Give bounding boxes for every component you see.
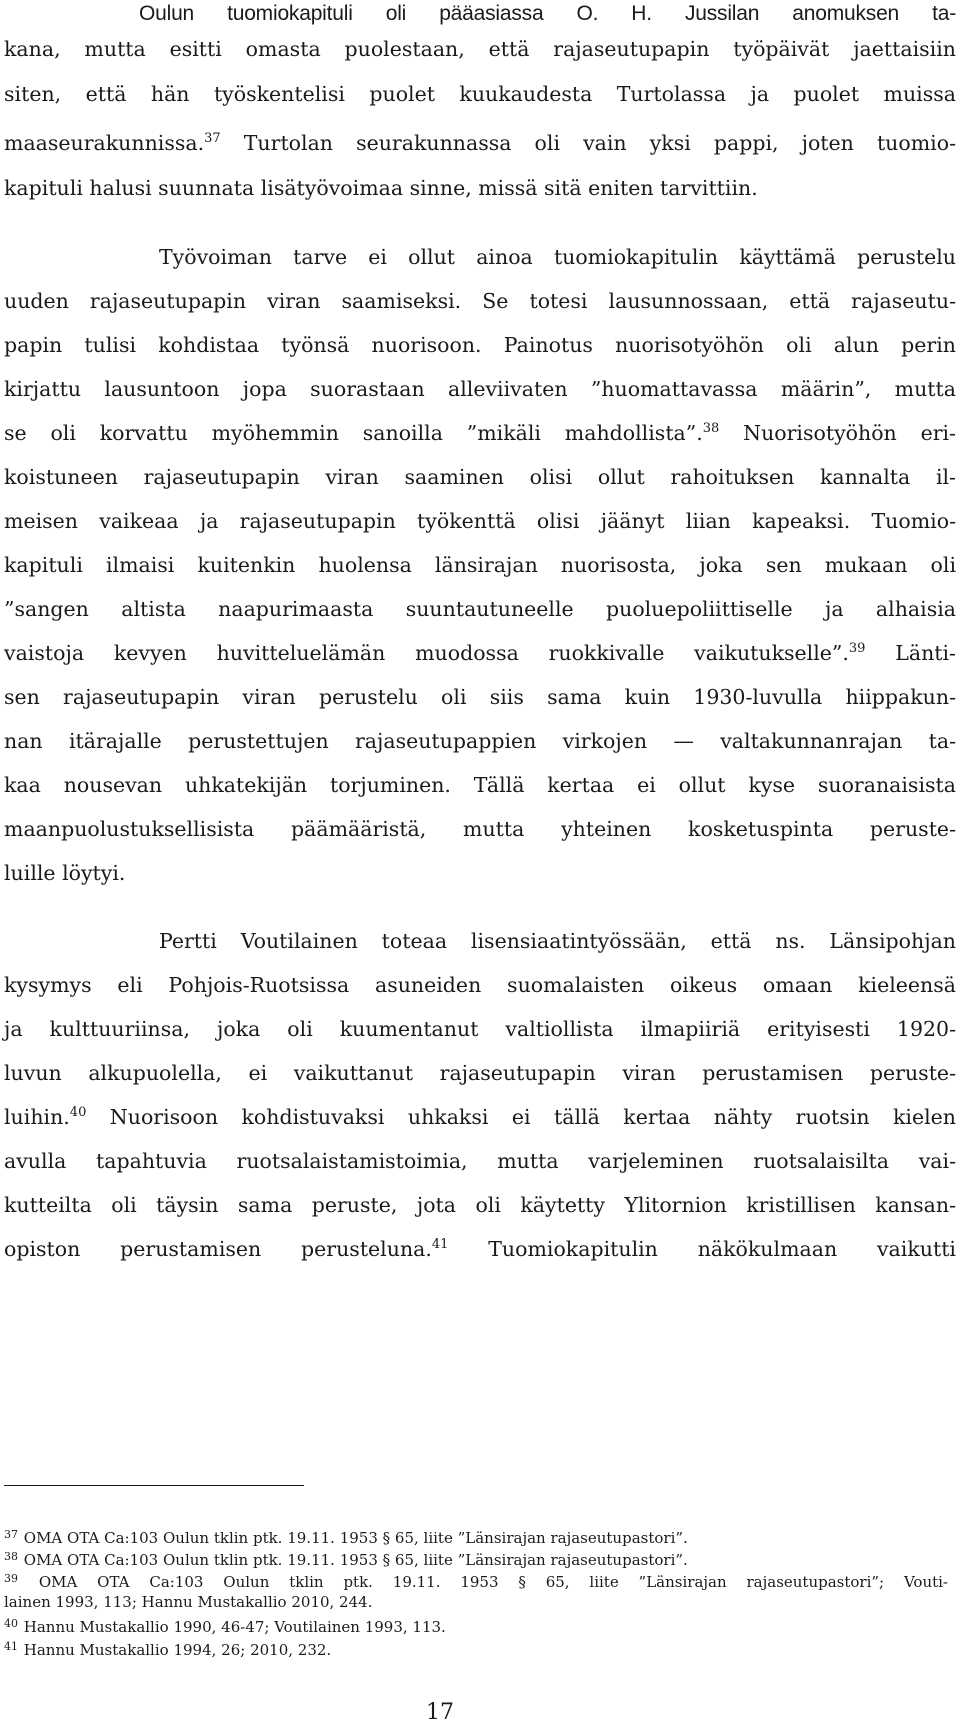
footnote-text: OMA OTA Ca:103 Oulun tklin ptk. 19.11. 1953 § 65, liite ”Länsirajan rajaseutupastori”; Vouti-	[19, 1573, 948, 1591]
text-run: se oli korvattu myöhemmin sanoilla ”mikäli mahdollista”.	[4, 421, 703, 445]
footnote-separator	[4, 1485, 304, 1486]
text-run: opiston perustamisen perusteluna.	[4, 1237, 432, 1261]
paragraph-2-line-12: nan itärajalle perustettujen rajaseutupappien virkojen — valtakunnanrajan ta-	[4, 729, 956, 753]
footnote-39	[4, 1568, 948, 1593]
footnote-text: lainen 1993, 113; Hannu Mustakallio 2010, 244.	[4, 1593, 373, 1611]
text-run: Nuorisoon kohdistuvaksi uhkaksi ei tällä kertaa nähty ruotsin kielen	[86, 1105, 956, 1129]
paragraph-2-line-1: Työvoiman tarve ei ollut ainoa tuomiokapitulin käyttämä perustelu	[159, 245, 956, 269]
paragraph-3-line-1: Pertti Voutilainen toteaa lisensiaatintyössään, että ns. Länsipohjan	[159, 929, 956, 953]
footnote-number: 41	[4, 1640, 18, 1653]
paragraph-2-line-5	[4, 419, 956, 447]
footnote-number: 38	[4, 1550, 18, 1563]
paragraph-2-line-6: koistuneen rajaseutupapin viran saaminen olisi ollut rahoituksen kannalta il-	[4, 465, 956, 489]
footnote-ref-39: 39	[848, 641, 866, 656]
footnote-text: OMA OTA Ca:103 Oulun tklin ptk. 19.11. 1953 § 65, liite ”Länsirajan rajaseutupastori”.	[19, 1551, 688, 1569]
text-run: maaseurakunnissa.	[4, 131, 205, 155]
footnote-text: OMA OTA Ca:103 Oulun tklin ptk. 19.11. 1953 § 65, liite ”Länsirajan rajaseutupastori”.	[19, 1529, 688, 1547]
footnote-ref-40: 40	[69, 1105, 87, 1120]
paragraph-2-line-15: luille löytyi.	[4, 861, 126, 885]
paragraph-2-line-13: kaa nousevan uhkatekijän torjuminen. Tällä kertaa ei ollut kyse suoranaisista	[4, 773, 956, 797]
text-run: Tuomiokapitulin näkökulmaan vaikutti	[448, 1237, 956, 1261]
paragraph-1-line-4	[4, 129, 956, 157]
paragraph-3-line-2: kysymys eli Pohjois-Ruotsissa asuneiden suomalaisten oikeus omaan kieleensä	[4, 973, 956, 997]
paragraph-3-line-5	[4, 1103, 956, 1131]
paragraph-3-line-3: ja kulttuuriinsa, joka oli kuumentanut valtiollista ilmapiiriä erityisesti 1920-	[4, 1017, 956, 1041]
footnote-number: 37	[4, 1528, 18, 1541]
footnote-number: 40	[4, 1617, 18, 1630]
footnote-text: Hannu Mustakallio 1994, 26; 2010, 232.	[19, 1641, 332, 1659]
text-run: Turtolan seurakunnassa oli vain yksi pappi, joten tuomio-	[220, 131, 956, 155]
paragraph-3-line-6: avulla tapahtuvia ruotsalaistamistoimia, mutta varjeleminen ruotsalaisilta vai-	[4, 1149, 956, 1173]
paragraph-2-line-10	[4, 639, 956, 667]
footnote-41	[4, 1636, 948, 1661]
text-run: Länti-	[865, 641, 956, 665]
paragraph-2-line-3: papin tulisi kohdistaa työnsä nuorisoon. Painotus nuorisotyöhön oli alun perin	[4, 333, 956, 357]
text-run: luihin.	[4, 1105, 70, 1129]
paragraph-2-line-11: sen rajaseutupapin viran perustelu oli siis sama kuin 1930-luvulla hiippakun-	[4, 685, 956, 709]
paragraph-2-line-7: meisen vaikeaa ja rajaseutupapin työkenttä olisi jäänyt liian kapeaksi. Tuomio-	[4, 509, 956, 533]
footnote-ref-38: 38	[702, 421, 720, 436]
paragraph-1-line-2: kana, mutta esitti omasta puolestaan, että rajaseutupapin työpäivät jaettaisiin	[4, 37, 956, 61]
paragraph-3-line-7: kutteilta oli täysin sama peruste, jota oli käytetty Ylitornion kristillisen kansan-	[4, 1193, 956, 1217]
paragraph-2-line-9: ”sangen altista naapurimaasta suuntautuneelle puoluepoliittiselle ja alhaisia	[4, 597, 956, 621]
footnote-40	[4, 1613, 948, 1638]
footnote-ref-41: 41	[431, 1237, 449, 1252]
text-run: Nuorisotyöhön eri-	[719, 421, 956, 445]
paragraph-1-line-5: kapituli halusi suunnata lisätyövoimaa sinne, missä sitä eniten tarvittiin.	[4, 176, 758, 200]
paragraph-3-line-4: luvun alkupuolella, ei vaikuttanut rajaseutupapin viran perustamisen peruste-	[4, 1061, 956, 1085]
footnote-number: 39	[4, 1572, 18, 1585]
paragraph-2-line-4: kirjattu lausuntoon jopa suorastaan alleviivaten ”huomattavassa määrin”, mutta	[4, 377, 956, 401]
paragraph-2-line-8: kapituli ilmaisi kuitenkin huolensa länsirajan nuorisosta, joka sen mukaan oli	[4, 553, 956, 577]
paragraph-1-line-3: siten, että hän työskentelisi puolet kuukaudesta Turtolassa ja puolet muissa	[4, 82, 956, 106]
paragraph-3-line-8	[4, 1235, 956, 1263]
paragraph-2-line-14: maanpuolustuksellisista päämääristä, mutta yhteinen kosketuspinta peruste-	[4, 817, 956, 841]
text-run: vaistoja kevyen huvitteluelämän muodossa ruokkivalle vaikutukselle”.	[4, 641, 849, 665]
footnote-ref-37: 37	[204, 131, 221, 146]
page-number: 17	[426, 1700, 454, 1725]
footnote-39-continued	[4, 1591, 948, 1613]
footnote-text: Hannu Mustakallio 1990, 46-47; Voutilainen 1993, 113.	[19, 1618, 446, 1636]
paragraph-2-line-2: uuden rajaseutupapin viran saamiseksi. Se totesi lausunnossaan, että rajaseutu-	[4, 289, 956, 313]
paragraph-1-line-1: Oulun tuomiokapituli oli pääasiassa O. H. Jussilan anomuksen ta-	[139, 2, 956, 25]
